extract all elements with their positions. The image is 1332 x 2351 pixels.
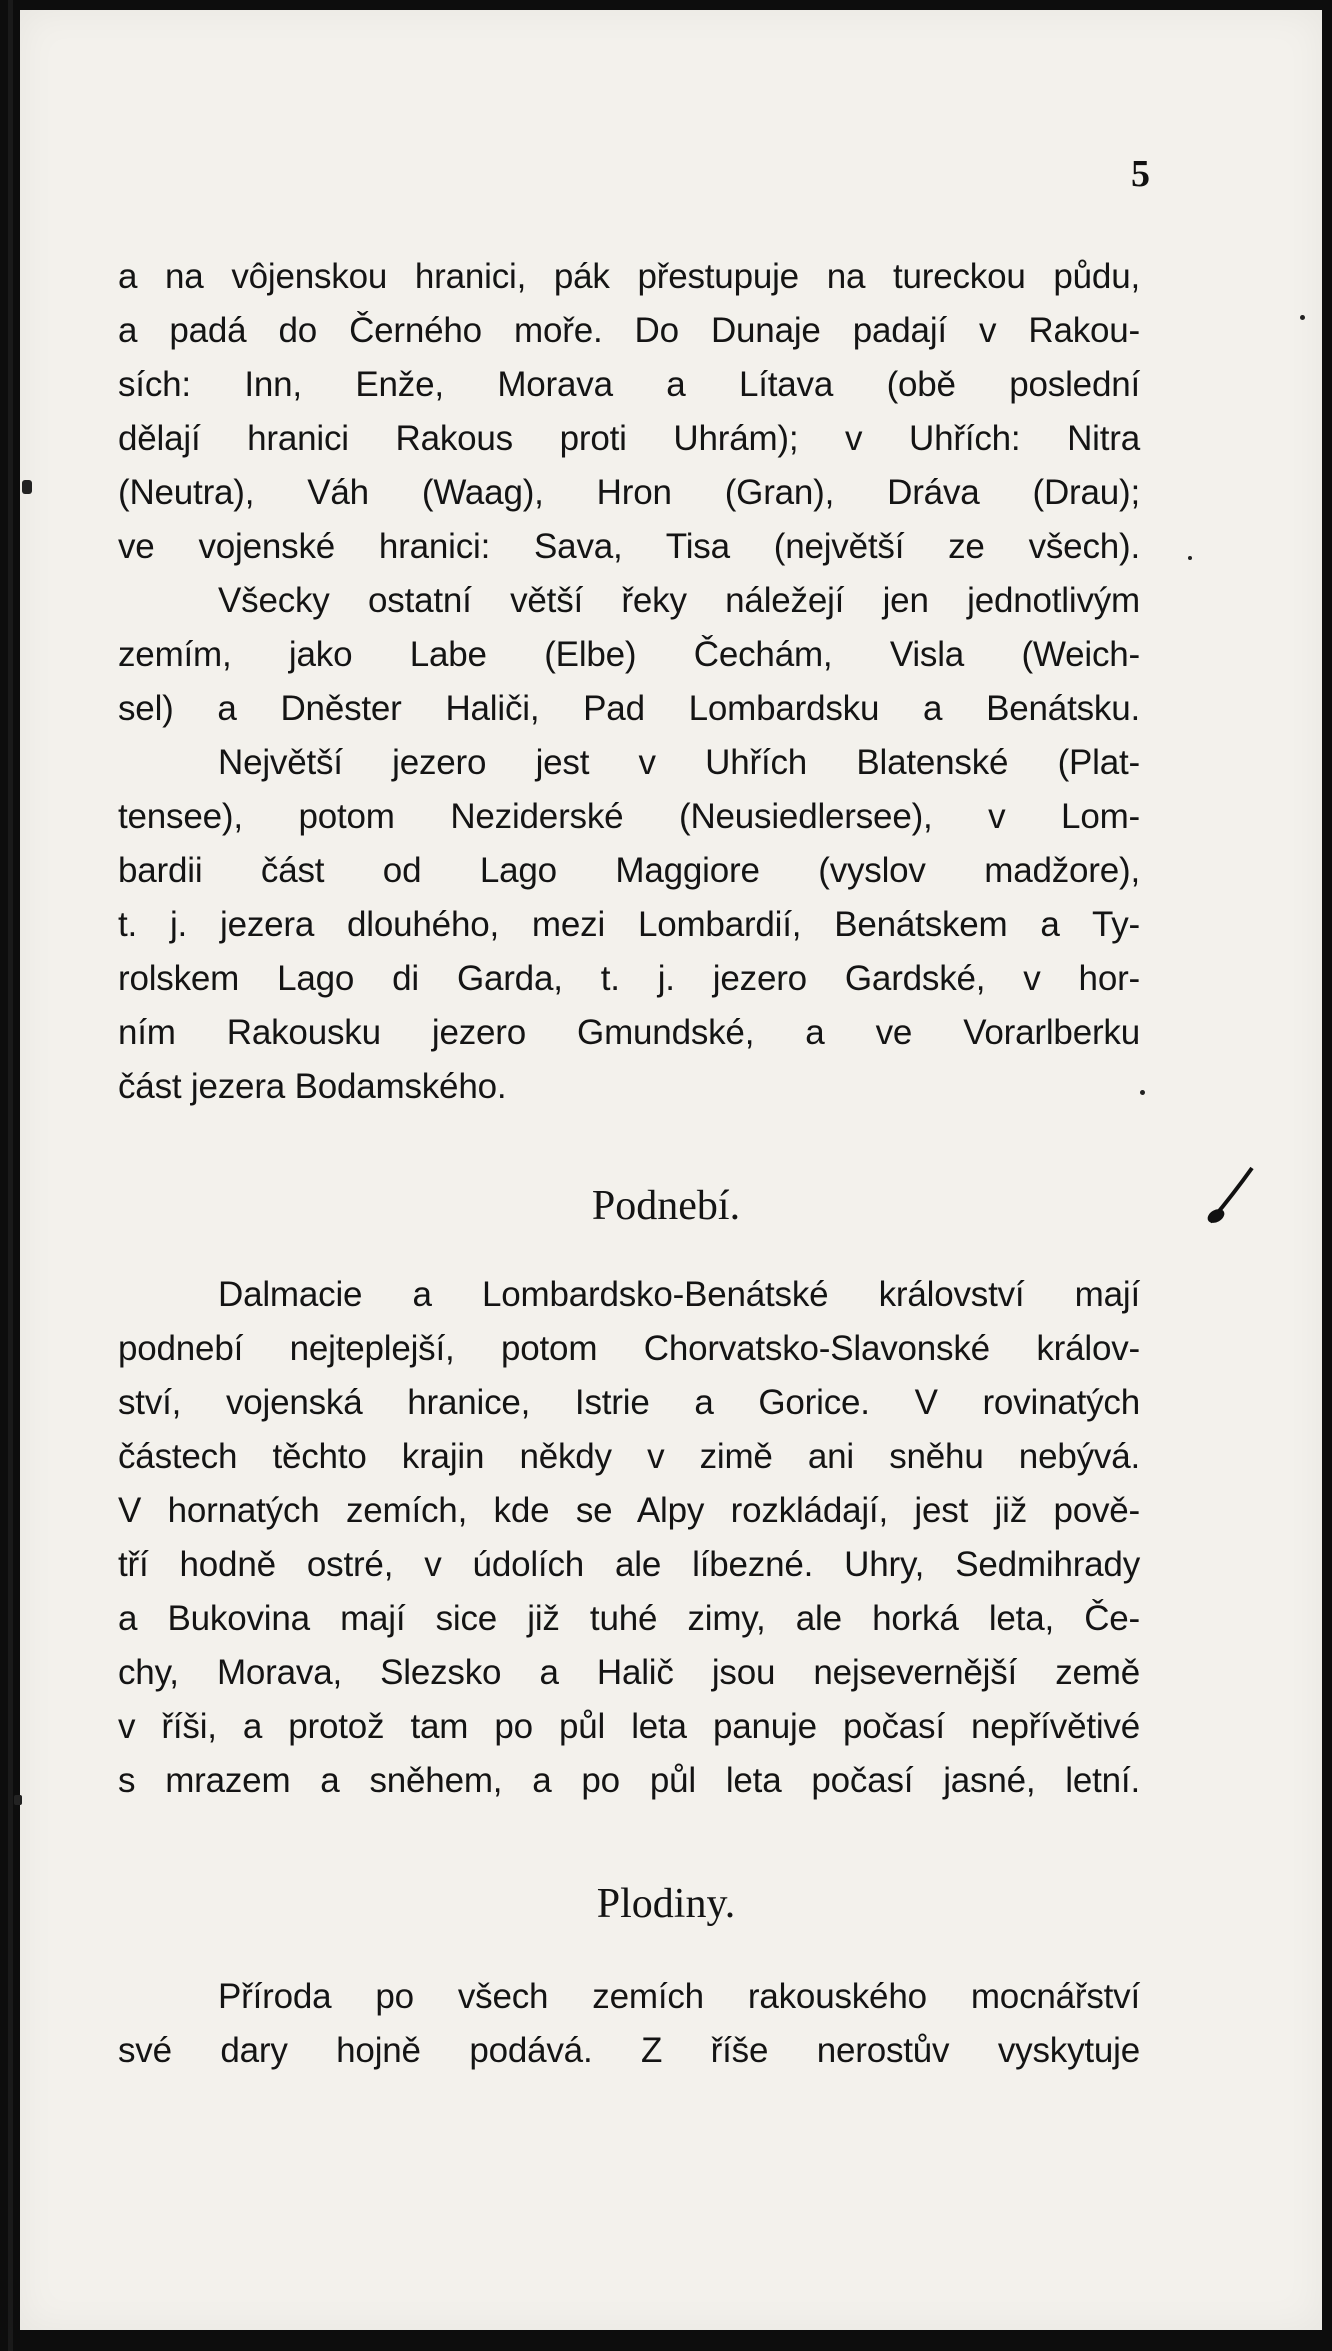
scan-edge xyxy=(8,0,13,2351)
text-line: část jezera Bodamského. xyxy=(118,1067,507,1106)
paragraph-other-rivers xyxy=(118,574,1140,736)
text-line: ním Rakousku jezero Gmundské, a ve Vorarlberku xyxy=(118,1013,1140,1052)
text-line: Všecky ostatní větší řeky náležejí jen jednotlivým xyxy=(218,581,1140,620)
text-line: tensee), potom Neziderské (Neusiedlersee), v Lom- xyxy=(118,797,1140,836)
text-line: V hornatých zemích, kde se Alpy rozkládají, jest již pově- xyxy=(118,1491,1140,1530)
text-line: bardii část od Lago Maggiore (vyslov madžore), xyxy=(118,851,1140,890)
text-line: své dary hojně podává. Z říše nerostův vyskytuje xyxy=(118,2031,1140,2070)
section-heading-climate: Podnebí. xyxy=(591,1183,741,1229)
text-line: sel) a Dněster Haliči, Pad Lombardsku a Benátsku. xyxy=(118,689,1140,728)
text-line: v říši, a protož tam po půl leta panuje počasí nepřívětivé xyxy=(118,1707,1140,1746)
text-line: a Bukovina mají sice již tuhé zimy, ale horká leta, Če- xyxy=(118,1599,1140,1638)
text-line: podnebí nejteplejší, potom Chorvatsko-Slavonské králov- xyxy=(118,1329,1140,1368)
text-line: a na vôjenskou hranici, pák přestupuje na tureckou půdu, xyxy=(118,257,1140,296)
scan-speck xyxy=(14,1795,22,1805)
paragraph-rivers xyxy=(118,250,1140,574)
text-line: částech těchto krajin někdy v zimě ani sněhu nebývá. xyxy=(118,1437,1140,1476)
text-line: ství, vojenská hranice, Istrie a Gorice. V rovinatých xyxy=(118,1383,1140,1422)
scan-speck xyxy=(1300,315,1305,320)
page-number: 5 xyxy=(1131,153,1150,195)
scan-speck xyxy=(1140,1090,1145,1095)
text-line: rolskem Lago di Garda, t. j. jezero Gardské, v hor- xyxy=(118,959,1140,998)
paragraph-produce xyxy=(118,1970,1140,2078)
section-heading-produce: Plodiny. xyxy=(596,1881,736,1927)
paragraph-climate xyxy=(118,1268,1140,1808)
text-line: tří hodně ostré, v údolích ale líbezné. Uhry, Sedmihrady xyxy=(118,1545,1140,1584)
text-line: zemím, jako Labe (Elbe) Čechám, Visla (Weich- xyxy=(118,635,1140,674)
paragraph-lakes xyxy=(118,736,1140,1114)
scan-speck xyxy=(22,480,32,494)
text-line: t. j. jezera dlouhého, mezi Lombardií, Benátskem a Ty- xyxy=(118,905,1140,944)
ink-mark-icon xyxy=(1202,1160,1272,1230)
text-line: Dalmacie a Lombardsko-Benátské království mají xyxy=(218,1275,1140,1314)
text-line: Největší jezero jest v Uhřích Blatenské (Plat- xyxy=(218,743,1140,782)
text-line: chy, Morava, Slezsko a Halič jsou nejsevernější země xyxy=(118,1653,1140,1692)
text-line: (Neutra), Váh (Waag), Hron (Gran), Dráva (Drau); xyxy=(118,473,1140,512)
text-line: a padá do Černého moře. Do Dunaje padají v Rakou- xyxy=(118,311,1140,350)
scan-speck xyxy=(1188,556,1192,560)
text-line: dělají hranici Rakous proti Uhrám); v Uhřích: Nitra xyxy=(118,419,1140,458)
text-line: ve vojenské hranici: Sava, Tisa (největší ze všech). xyxy=(118,527,1140,566)
text-line: sích: Inn, Enže, Morava a Lítava (obě poslední xyxy=(118,365,1140,404)
text-line: s mrazem a sněhem, a po půl leta počasí jasné, letní. xyxy=(118,1761,1140,1800)
text-line: Příroda po všech zemích rakouského mocnářství xyxy=(218,1977,1140,2016)
